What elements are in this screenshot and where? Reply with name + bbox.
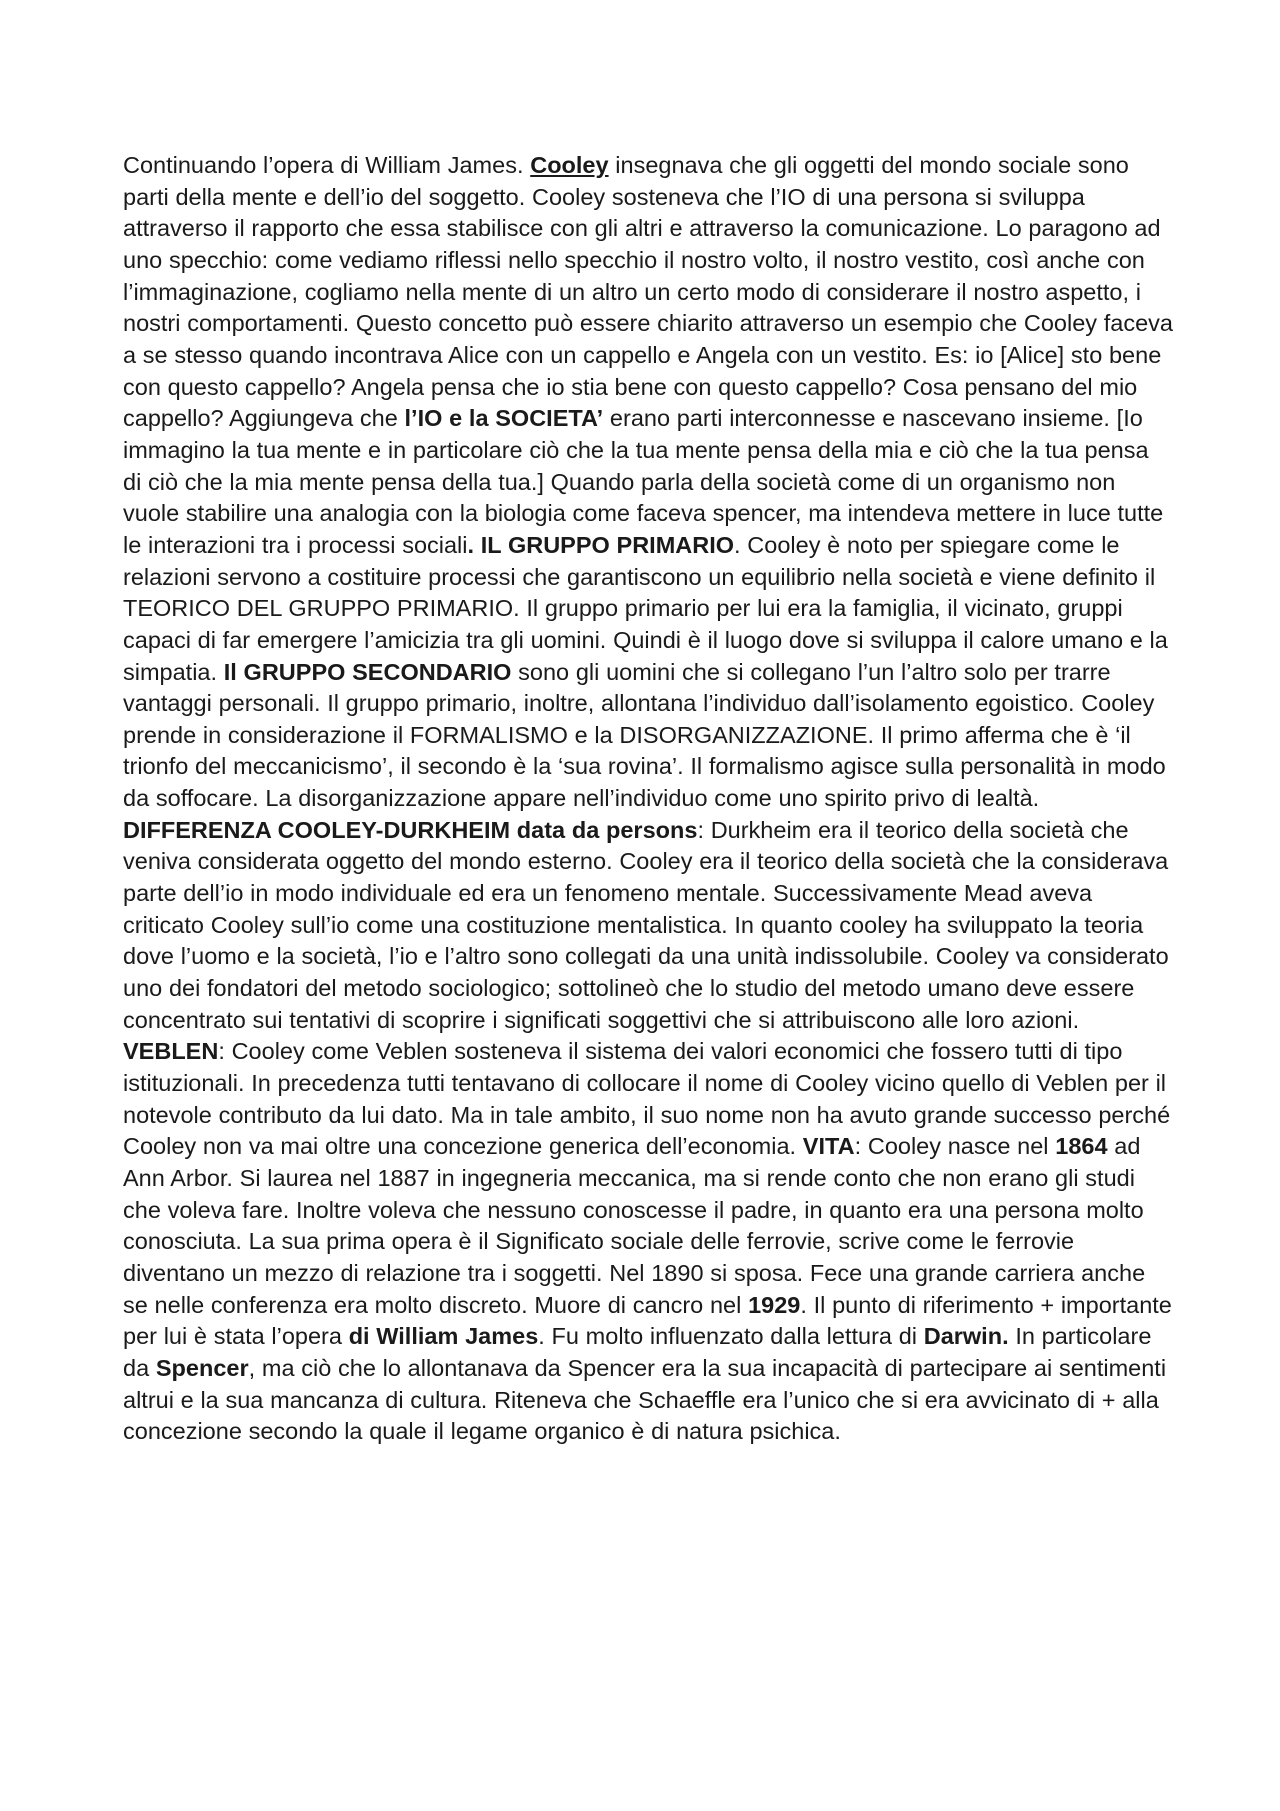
- text-run: Continuando l’opera di William James.: [123, 152, 531, 178]
- bold-term-io-societa: l’IO e la SOCIETA’: [404, 405, 604, 432]
- text-run: In particolare da: [123, 1323, 1152, 1381]
- text-run: insegnava che gli oggetti del mondo sociale sono parti della mente e dell’io del soggetto. Cooley sosteneva che l’IO di una persona si sviluppa attraverso il rapporto che essa stabilisce con gli altri e attraverso la comunicazione. Lo paragono ad uno specchio: come vediamo riflessi nello specchio il nostro volto, il nostro vestito, così anche con l’immaginazione, cogliamo nella mente di un altro un certo modo di considerare il nostro aspetto, i nostri comportamenti. Questo concetto può essere chiarito attraverso un esempio che Cooley faceva a se stesso quando incontrava Alice con un cappello e Angela con un vestito. Es: io [Alice] sto bene con questo cappello? Angela pensa che io stia bene con questo cappello? Cosa pensano del mio cappello? Aggiungeva che: [123, 152, 1173, 432]
- text-run: erano parti interconnesse e nascevano insieme. [Io immagino la tua mente e in particolare ciò che la tua mente pensa della mia e ciò che la tua pensa di ciò che la mia mente pensa della tua.] Quando parla della società come di un organismo non vuole stabilire una analogia con la biologia come faceva spencer, ma intendeva mettere in luce tutte le interazioni tra i processi sociali: [123, 405, 1164, 558]
- bold-year-1929: 1929: [748, 1291, 801, 1318]
- cooley-name: Cooley: [530, 152, 609, 178]
- text-run: , ma ciò che lo allontanava da Spencer era la sua incapacità di partecipare ai sentimenti altrui e la sua mancanza di cultura. Riteneva che Schaeffle era l’unico che si era avvicinato di + alla concezione secondo la quale il legame organico è di natura psichica.: [123, 1354, 1167, 1445]
- bold-heading-gruppo-primario: . IL GRUPPO PRIMARIO: [467, 531, 735, 558]
- bold-heading-differenza: DIFFERENZA COOLEY-DURKHEIM data da persons: [123, 816, 698, 843]
- bold-name-darwin: Darwin.: [923, 1323, 1009, 1350]
- bold-year-1864: 1864: [1055, 1133, 1108, 1160]
- bold-heading-veblen: VEBLEN: [123, 1038, 219, 1065]
- bold-name-spencer: Spencer: [155, 1354, 249, 1381]
- text-run: : Cooley nasce nel: [854, 1133, 1056, 1160]
- text-run: . Il punto di riferimento + importante per lui è stata l’opera: [123, 1291, 1172, 1350]
- text-run: sono gli uomini che si collegano l’un l’altro solo per trarre vantaggi personali. Il gruppo primario, inoltre, allontana l’individuo dall’isolamento egoistico. Cooley prende in considerazione il FORMALISMO e la DISORGANIZZAZIONE. Il primo afferma che è ‘il trionfo del meccanicismo’, il secondo è la ‘sua rovina’. Il formalismo agisce sulla personalità in modo da soffocare. La disorganizzazione appare nell’individuo come uno spirito privo di lealtà.: [123, 658, 1166, 812]
- bold-name-william-james: di William James: [348, 1323, 539, 1350]
- text-run: : Cooley come Veblen sosteneva il sistema dei valori economici che fossero tutti di tipo istituzionali. In precedenza tutti tentavano di collocare il nome di Cooley vicino quello di Veblen per il notevole contributo da lui dato. Ma in tale ambito, il suo nome non ha avuto grande successo perché Cooley non va mai oltre una concezione generica dell’economia.: [123, 1038, 1171, 1160]
- text-run: ad Ann Arbor. Si laurea nel 1887 in ingegneria meccanica, ma si rende conto che non erano gli studi che voleva fare. Inoltre voleva che nessuno conoscesse il padre, in quanto era una persona molto conosciuta. La sua prima opera è il Significato sociale delle ferrovie, scrive come le ferrovie diventano un mezzo di relazione tra i soggetti. Nel 1890 si sposa. Fece una grande carriera anche se nelle conferenza era molto discreto. Muore di cancro nel: [123, 1133, 1146, 1318]
- text-run: : Durkheim era il teorico della società che veniva considerata oggetto del mondo esterno. Cooley era il teorico della società che la considerava parte dell’io in modo individuale ed era un fenomeno mentale. Successivamente Mead aveva criticato Cooley sull’io come una costituzione mentalistica. In quanto cooley ha sviluppato la teoria dove l’uomo e la società, l’io e l’altro sono collegati da una unità indissolubile. Cooley va considerato uno dei fondatori del metodo sociologico; sottolineò che lo studio del metodo umano deve essere concentrato sui tentativi di scoprire i significati soggettivi che si attribuiscono alle loro azioni.: [123, 816, 1169, 1033]
- bold-heading-vita: VITA: [802, 1133, 855, 1160]
- text-run: . Fu molto influenzato dalla lettura di: [538, 1323, 924, 1350]
- text-run: . Cooley è noto per spiegare come le relazioni servono a costituire processi che garantiscono un equilibrio nella società e viene definito il TEORICO DEL GRUPPO PRIMARIO. Il gruppo primario per lui era la famiglia, il vicinato, gruppi capaci di far emergere l’amicizia tra gli uomini. Quindi è il luogo dove si sviluppa il calore umano e la simpatia.: [123, 531, 1168, 685]
- bold-heading-gruppo-secondario: Il GRUPPO SECONDARIO: [223, 658, 512, 685]
- body-paragraph: [123, 150, 1173, 1448]
